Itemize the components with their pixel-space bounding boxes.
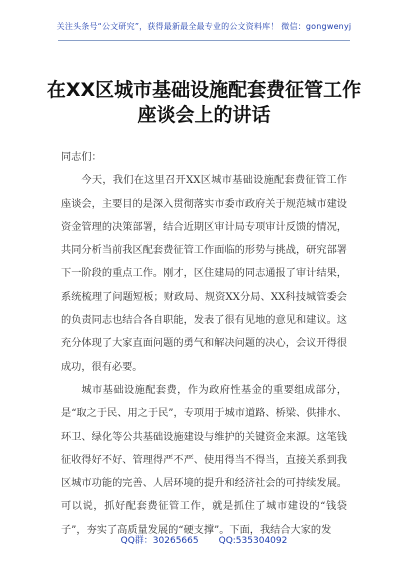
footer-contact — [0, 533, 408, 546]
header-note: 关注头条号“公文研究”，获得最新最全最专业的公文资料库！ 微信：gongwenyj — [56, 22, 352, 31]
footer-qq: QQ:535304092 — [218, 536, 288, 546]
salutation: 同志们： — [61, 152, 102, 163]
footer-qq-group: QQ群：30265665 — [120, 536, 199, 546]
document-body — [61, 146, 347, 542]
paragraph: 今天，我们在这里召开XX区城市基础设施配套费征管工作座谈会，主要目的是深入贯彻落实市委市政府关于规范城市建设资金管理的决策部署，结合近期区审计局专项审计反馈的情况，共同分析当前我区配套费征管工作面临的形势与挑战，研究部署下一阶段的重点工作。刚才，区住建局的同志通报了审计结果，系统梳理了问题短板；财政局、规资XX分局、XX科技城管委会的负责同志也结合各自职能，发表了很有见地的意见和建议。这充分体现了大家直面问题的勇气和解决问题的决心，会议开得很成功，很有必要。 — [61, 175, 347, 373]
document-title: 在XX区城市基础设施配套费征管工作座谈会上的讲话 — [46, 79, 362, 126]
header-divider — [58, 40, 350, 41]
paragraph: 城市基础设施配套费，作为政府性基金的重要组成部分，是“取之于民、用之于民”，专项用于城市道路、桥梁、供排水、环卫、绿化等公共基础设施建设与维护的关键资金来源。这笔钱征收得好不好、管理得严不严、使用得当不得当，直接关系到我区城市功能的完善、人居环境的提升和经济社会的可持续发展。可以说，抓好配套费征管工作，就是抓住了城市建设的“钱袋子”，夯实了高质量发展的“硬支撑”。下面，我结合大家的发 — [61, 384, 347, 536]
